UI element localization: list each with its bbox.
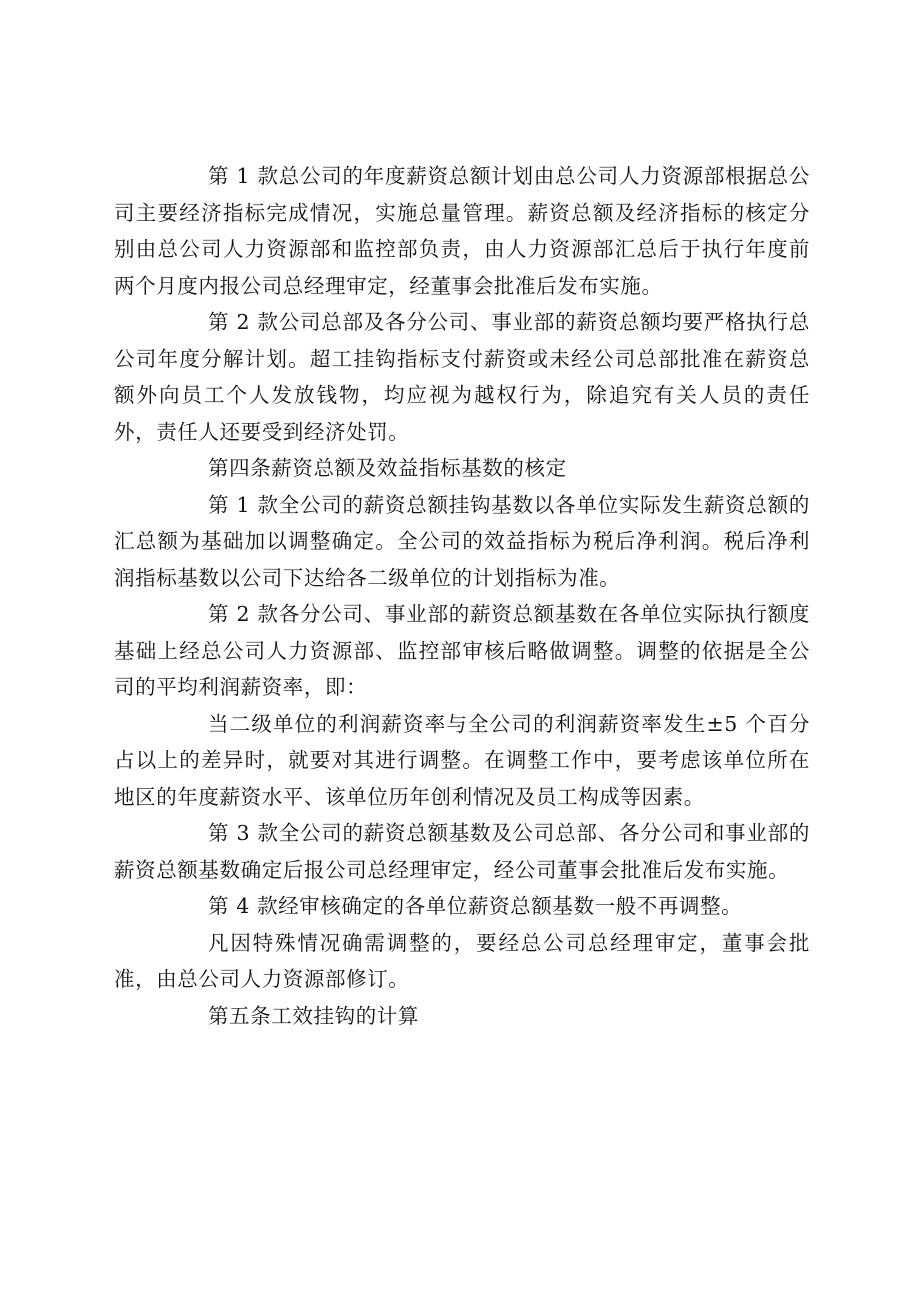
article-5-heading: 第五条工效挂钩的计算	[208, 1003, 419, 1028]
document-body	[114, 158, 810, 1034]
paragraph-clause-1: 第 1 款总公司的年度薪资总额计划由总公司人力资源部根据总公司主要经济指标完成情况，实施总量管理。薪资总额及经济指标的核定分别由总公司人力资源部和监控部负责，由人力资源部汇总后于执行年度前两个月度内报公司总经理审定，经董事会批准后发布实施。	[114, 164, 810, 298]
paragraph-article-4-clause-3: 第 3 款全公司的薪资总额基数及公司总部、各分公司和事业部的薪资总额基数确定后报公司总经理审定，经公司董事会批准后发布实施。	[114, 821, 810, 882]
article-4-heading: 第四条薪资总额及效益指标基数的核定	[208, 456, 567, 480]
paragraph-article-4-clause-4: 第 4 款经审核确定的各单位薪资总额基数一般不再调整。	[208, 894, 743, 918]
paragraph-adjustment-rule: 当二级单位的利润薪资率与全公司的利润薪资率发生±5 个百分占以上的差异时，就要对其进行调整。在调整工作中，要考虑该单位所在地区的年度薪资水平、该单位历年创利情况及员工构成等因素。	[114, 711, 810, 809]
paragraph-clause-2: 第 2 款公司总部及各分公司、事业部的薪资总额均要严格执行总公司年度分解计划。超工挂钩指标支付薪资或未经公司总部批准在薪资总额外向员工个人发放钱物，均应视为越权行为，除追究有关人员的责任外，责任人还要受到经济处罚。	[114, 310, 810, 444]
paragraph-special-adjustment: 凡因特殊情况确需调整的，要经总公司总经理审定，董事会批准，由总公司人力资源部修订。	[114, 930, 810, 991]
paragraph-article-4-clause-2: 第 2 款各分公司、事业部的薪资总额基数在各单位实际执行额度基础上经总公司人力资源部、监控部审核后略做调整。调整的依据是全公司的平均利润薪资率，即：	[114, 602, 810, 699]
paragraph-article-4-clause-1: 第 1 款全公司的薪资总额挂钩基数以各单位实际发生薪资总额的汇总额为基础加以调整确定。全公司的效益指标为税后净利润。税后净利润指标基数以公司下达给各二级单位的计划指标为准。	[114, 492, 810, 590]
